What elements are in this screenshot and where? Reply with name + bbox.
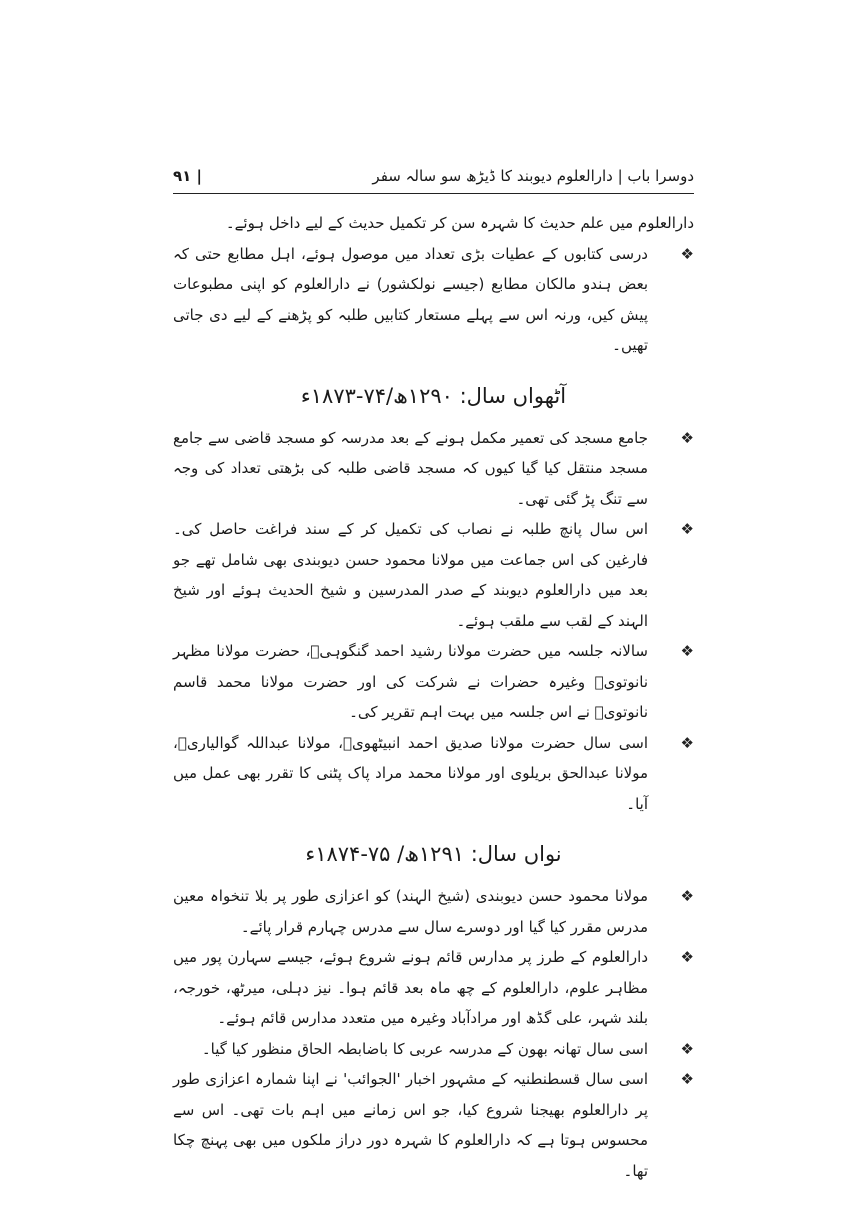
bullet-point	[173, 728, 694, 820]
header-divider	[173, 193, 694, 194]
bullet-point	[173, 881, 694, 942]
diamond-bullet-icon: ❖	[680, 1039, 694, 1058]
bullet-text: اس سال پانچ طلبہ نے نصاب کی تکمیل کر کے سند فراغت حاصل کی۔ فارغین کی اس جماعت میں مولانا محمود حسن دیوبندی بھی شامل تھے جو بعد میں دارالعلوم دیوبند کے صدر المدرسین و شیخ الحدیث ہوئے اور شیخ الہند کے لقب سے ملقب ہوئے۔	[173, 520, 648, 630]
diamond-bullet-icon: ❖	[680, 733, 694, 752]
bullet-text: مولانا محمود حسن دیوبندی (شیخ الہند) کو اعزازی طور پر بلا تنخواہ معین مدرس مقرر کیا گیا اور دوسرے سال سے مدرس چہارم قرار پائے۔	[173, 887, 648, 936]
section-heading-ninth-year: نواں سال: ۱۲۹۱ھ/ ۷۵-۱۸۷۴ء	[305, 842, 562, 866]
bullet-text: اسی سال حضرت مولانا صدیق احمد انبیٹھویؒ، مولانا عبداللہ گوالیاریؒ، مولانا عبدالحق بریلوی اور مولانا محمد مراد پاک پٹنی کا تقرر بھی عمل میں آیا۔	[173, 733, 648, 813]
diamond-bullet-icon: ❖	[680, 520, 694, 538]
ninth-year-bullet-list	[173, 881, 694, 1186]
bullet-point	[173, 239, 694, 361]
bullet-text: دارالعلوم کے طرز پر مدارس قائم ہونے شروع ہوئے، جیسے سہارن پور میں مظاہر علوم، دارالعلوم کے چھ ماہ بعد قائم ہوا۔ نیز دہلی، میرٹھ، خورجہ، بلند شہر، علی گڈھ اور مرادآباد وغیرہ میں متعدد مدارس قائم ہوئے۔	[173, 948, 648, 1027]
bullet-text: اسی سال قسطنطنیہ کے مشہور اخبار 'الجوائب' نے اپنا شمارہ اعزازی طور پر دارالعلوم بھیجنا شروع کیا، جو اس زمانے میں اہم بات تھی۔ اس سے محسوس ہوتا ہے کہ دارالعلوم کا شہرہ دور دراز ملکوں میں بھی پہنچ چکا تھا۔	[173, 1070, 648, 1180]
diamond-bullet-icon: ❖	[680, 887, 694, 905]
eighth-year-bullet-list	[173, 423, 694, 820]
bullet-text: سالانہ جلسہ میں حضرت مولانا رشید احمد گنگوہیؒ، حضرت مولانا مظہر نانوتویؒ وغیرہ حضرات نے شرکت کی اور حضرت مولانا محمد قاسم نانوتویؒ نے اس جلسہ میں بہت اہم تقریر کی۔	[173, 642, 648, 721]
bullet-text: جامع مسجد کی تعمیر مکمل ہونے کے بعد مدرسہ کو مسجد قاضی سے جامع مسجد منتقل کیا گیا کیوں کہ مسجد قاضی طلبہ کی بڑھتی تعداد کی وجہ سے تنگ پڑ گئی تھی۔	[173, 428, 648, 508]
diamond-bullet-icon: ❖	[680, 948, 694, 966]
diamond-bullet-icon: ❖	[680, 1070, 694, 1088]
continuation-paragraph: دارالعلوم میں علم حدیث کا شہرہ سن کر تکمیل حدیث کے لیے داخل ہوئے۔	[225, 214, 694, 232]
bullet-point	[173, 636, 694, 728]
intro-bullet-list	[173, 239, 694, 361]
chapter-title: دوسرا باب | دارالعلوم دیوبند کا ڈیڑھ سو سالہ سفر	[372, 167, 694, 185]
diamond-bullet-icon: ❖	[680, 428, 694, 447]
bullet-text: اسی سال تھانہ بھون کے مدرسہ عربی کا باضابطہ الحاق منظور کیا گیا۔	[201, 1039, 648, 1058]
page-number: | ۹۱	[173, 167, 203, 185]
running-header	[173, 163, 694, 189]
bullet-point	[173, 942, 694, 1034]
bullet-text: درسی کتابوں کے عطیات بڑی تعداد میں موصول ہوئے، اہل مطابع حتی کہ بعض ہندو مالکان مطابع (جیسے نولکشور) نے دارالعلوم کو اپنی مطبوعات پیش کیں، ورنہ اس سے پہلے مستعار کتابیں طلبہ کو پڑھنے کے لیے دی جاتی تھیں۔	[173, 244, 648, 354]
section-heading-eighth-year: آٹھواں سال: ۱۲۹۰ھ/۷۴-۱۸۷۳ء	[300, 383, 567, 408]
diamond-bullet-icon: ❖	[680, 642, 694, 660]
bullet-point	[173, 1064, 694, 1186]
bullet-point	[173, 1034, 694, 1065]
page-body	[173, 208, 694, 1186]
bullet-point	[173, 514, 694, 636]
diamond-bullet-icon: ❖	[680, 244, 694, 263]
bullet-point	[173, 423, 694, 515]
